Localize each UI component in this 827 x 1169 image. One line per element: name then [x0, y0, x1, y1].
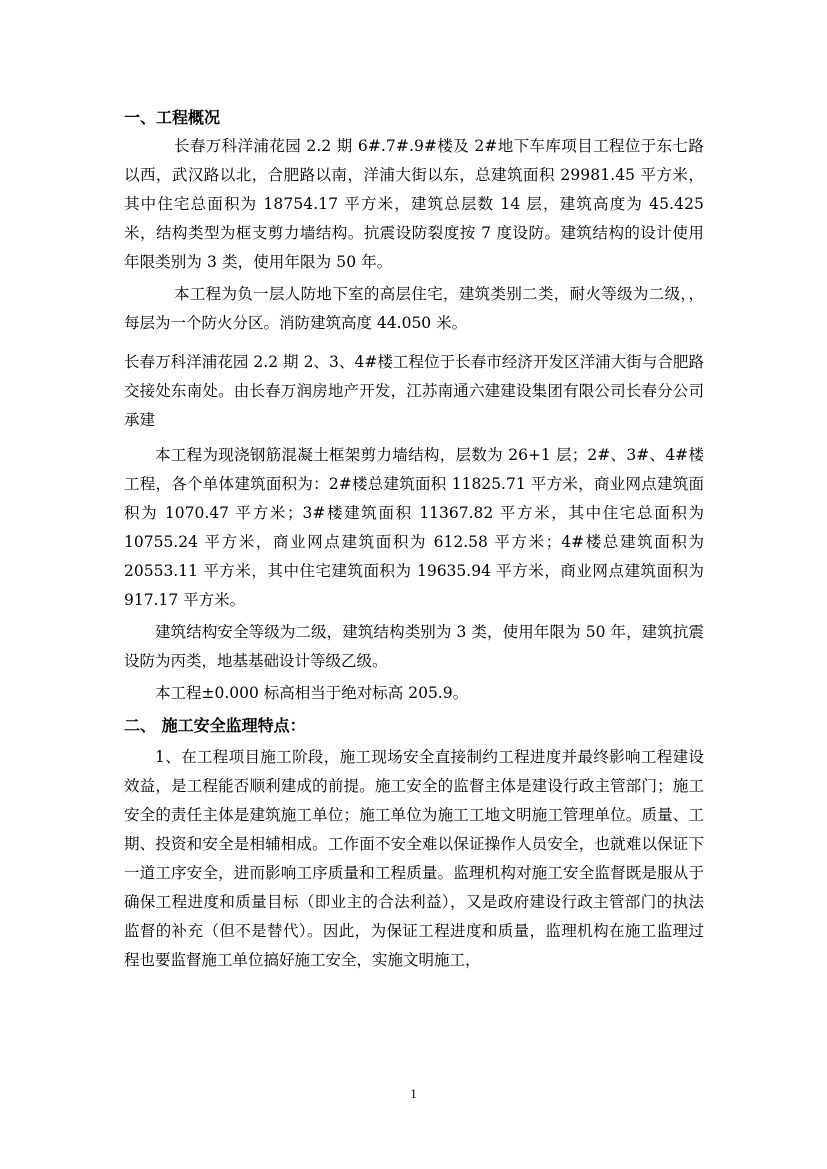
- paragraph-building-category: 本工程为负一层人防地下室的高层住宅，建筑类别二类，耐火等级为二级，，每层为一个防火分区。消防建筑高度 44.050 米。: [124, 285, 704, 332]
- section-heading-safety-supervision: 二、 施工安全监理特点：: [124, 716, 306, 735]
- paragraph-safety-grade: 建筑结构安全等级为二级，建筑结构类别为 3 类，使用年限为 50 年，建筑抗震设防为丙类，地基基础设计等级乙级。: [124, 623, 704, 670]
- section-heading-overview: 一、工程概况: [124, 108, 221, 127]
- document-body: [124, 103, 704, 975]
- page-number: 1: [410, 1086, 417, 1101]
- paragraph-elevation: 本工程±0.000 标高相当于绝对标高 205.9。: [155, 684, 469, 702]
- paragraph-building-areas: 本工程为现浇钢筋混凝土框架剪力墙结构，层数为 26+1 层；2#、3#、4#楼工程，各个单体建筑面积为：2#楼总建筑面积 11825.71 平方米，商业网点建筑面积为 1070.47 平方米；3#楼建筑面积 11367.82 平方米，其中住宅总面积为 10755.24 平方米，商业网点建筑面积为 612.58 平方米；4#楼总建筑面积为 20553.11 平方米，其中住宅建筑面积为 19635.94 平方米，商业网点建筑面积为 917.17 平方米。: [124, 446, 704, 609]
- paragraph-safety-supervision: 1、在工程项目施工阶段，施工现场安全直接制约工程进度并最终影响工程建设效益，是工程能否顺利建成的前提。施工安全的监督主体是建设行政主管部门；施工安全的责任主体是建筑施工单位；施工单位为施工工地文明施工管理单位。质量、工期、投资和安全是相辅相成。工作面不安全难以保证操作人员安全，也就难以保证下一道工序安全，进而影响工序质量和工程质量。监理机构对施工安全监督既是服从于确保工程进度和质量目标（即业主的合法利益），又是政府建设行政主管部门的执法监督的补充（但不是替代）。因此，为保证工程进度和质量，监理机构在施工监理过程也要监督施工单位搞好施工安全，实施文明施工，: [124, 748, 704, 969]
- paragraph-project-location: 长春万科洋浦花园 2.2 期 6#.7#.9#楼及 2#地下车库项目工程位于东七路以西，武汉路以北，合肥路以南，洋浦大街以东，总建筑面积 29981.45 平方米，其中住宅总面积为 18754.17 平方米，建筑总层数 14 层，建筑高度为 45.425 米，结构类型为框支剪力墙结构。抗震设防裂度按 7 度设防。建筑结构的设计使用年限类别为 3 类，使用年限为 50 年。: [124, 137, 704, 271]
- paragraph-project-developer: 长春万科洋浦花园 2.2 期 2、3、4#楼工程位于长春市经济开发区洋浦大街与合肥路交接处东南处。由长春万润房地产开发，江苏南通六建建设集团有限公司长春分公司承建: [124, 353, 704, 429]
